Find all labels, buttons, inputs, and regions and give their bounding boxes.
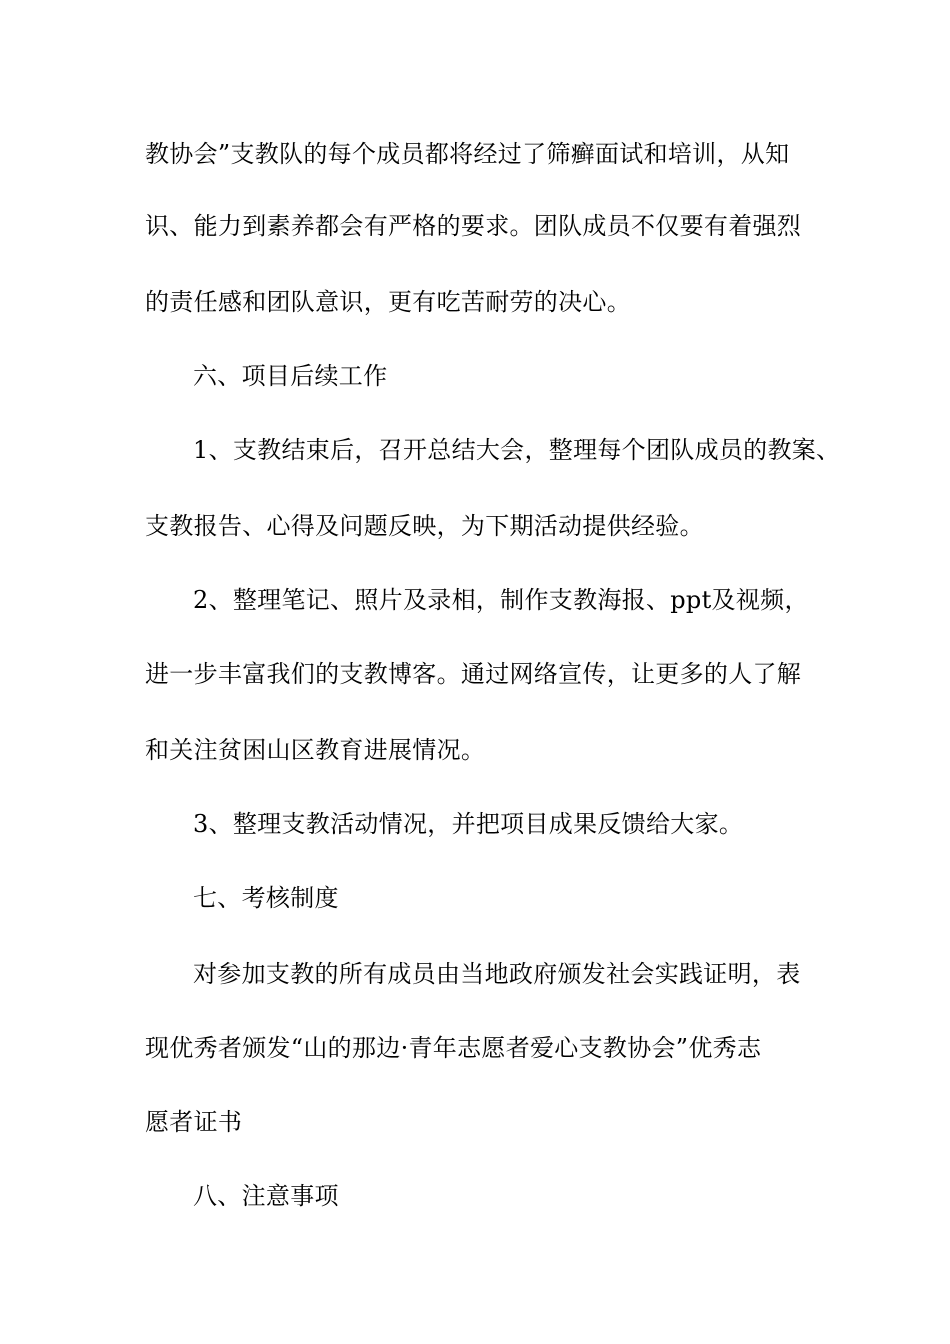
paragraph-line: 教协会”支教队的每个成员都将经过了筛癣面试和培训，从知 <box>145 140 790 168</box>
list-item-line: 3、整理支教活动情况，并把项目成果反馈给大家。 <box>193 810 744 838</box>
list-item-line: 2、整理笔记、照片及录相，制作支教海报、ppt及视频， <box>193 586 809 614</box>
section-heading: 六、项目后续工作 <box>193 362 388 390</box>
list-item-line: 和关注贫困山区教育进展情况。 <box>145 736 486 764</box>
paragraph-line: 愿者证书 <box>145 1108 243 1136</box>
list-item-line: 1、支教结束后，召开总结大会，整理每个团队成员的教案、 <box>193 436 841 464</box>
paragraph-line: 现优秀者颁发“山的那边·青年志愿者爱心支教协会”优秀志 <box>145 1034 762 1062</box>
list-item-line: 支教报告、心得及问题反映，为下期活动提供经验。 <box>145 512 704 540</box>
section-heading: 八、注意事项 <box>193 1182 339 1210</box>
paragraph-line: 对参加支教的所有成员由当地政府颁发社会实践证明，表 <box>193 960 801 988</box>
paragraph-line: 识、能力到素养都会有严格的要求。团队成员不仅要有着强烈 <box>145 212 802 240</box>
list-item-line: 进一步丰富我们的支教博客。通过网络宣传，让更多的人了解 <box>145 660 802 688</box>
paragraph-line: 的责任感和团队意识，更有吃苦耐劳的决心。 <box>145 288 631 316</box>
section-heading: 七、考核制度 <box>193 884 339 912</box>
